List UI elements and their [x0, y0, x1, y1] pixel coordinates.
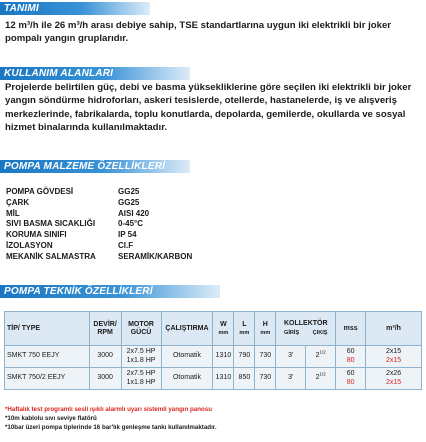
- technical-table: [4, 311, 422, 390]
- header-outlet: ÇIKIŞ: [312, 330, 328, 336]
- cell-rpm: 3000: [89, 346, 121, 368]
- material-label: MİL: [6, 208, 20, 218]
- cell-inlet: 3': [276, 368, 306, 390]
- material-value: SERAMİK/KARBON: [118, 251, 193, 261]
- cell-start: Otomatik: [161, 368, 213, 390]
- header-w: [213, 312, 234, 346]
- material-label: ÇARK: [6, 197, 30, 207]
- definition-header: TANIMI: [0, 2, 150, 15]
- header-w-label: W: [220, 320, 227, 328]
- header-collector: [276, 312, 336, 346]
- materials-header: POMPA MALZEME ÖZELLİKLERİ: [0, 160, 190, 173]
- material-value: GG25: [118, 187, 140, 196]
- material-value: GG25: [118, 197, 140, 207]
- material-label: SIVI BASMA SICAKLIĞI: [6, 219, 96, 229]
- footnote: *Haftalık test programlı sesli ışıklı alarmlı uyarı sistemli yangın panosu: [5, 406, 213, 413]
- cell-motor-main: 2x7.5 HP: [126, 348, 156, 355]
- cell-inlet: 3': [276, 346, 306, 368]
- cell-mss-1: 60: [346, 348, 355, 355]
- header-mss: mss: [336, 312, 366, 346]
- material-label: İZOLASYON: [6, 240, 53, 250]
- material-label: POMPA GÖVDESİ: [6, 187, 74, 196]
- material-row: [6, 219, 266, 230]
- material-row: [6, 230, 266, 241]
- cell-outlet: [306, 368, 336, 390]
- usage-header: KULLANIM ALANLARI: [0, 67, 190, 80]
- header-h-label: H: [262, 320, 268, 328]
- header-l-unit: mm: [239, 329, 250, 336]
- header-inlet: GİRİŞ: [283, 330, 300, 336]
- header-l-label: L: [242, 320, 247, 328]
- material-row: [6, 187, 266, 198]
- material-value: CI.F: [118, 240, 134, 250]
- cell-rpm: 3000: [89, 368, 121, 390]
- cell-h: 730: [255, 368, 276, 390]
- cell-outlet-main: 2: [315, 374, 320, 382]
- header-motor: MOTOR GÜCÜ: [121, 312, 161, 346]
- materials-list: [6, 187, 266, 263]
- footnote: *10m kablolu sıvı seviye flatörü: [5, 415, 97, 423]
- material-row: [6, 198, 266, 209]
- usage-text: Projelerde belirtilen güç, debi ve basma yüksekliklerine göre seçilen iki elektrikli bir joker yangın söndürme hidroforları, askeri tesislerde, otellerde, hastanelerde, iş ve alışveriş merkezlerinde, fabrikalarda, toplu konutlarda, depolarda, gemilerde, okullarda ve sosyal hizmet binalarında kullanılmaktadır.: [5, 82, 412, 134]
- table-header-row: [5, 312, 422, 346]
- header-l: [234, 312, 255, 346]
- cell-type: SMKT 750/2 EEJY: [5, 368, 90, 390]
- material-row: [6, 241, 266, 252]
- header-w-unit: mm: [218, 329, 229, 336]
- cell-h: 730: [255, 346, 276, 368]
- cell-outlet-main: 2: [315, 352, 320, 360]
- cell-type: SMKT 750 EEJY: [5, 346, 90, 368]
- cell-l: 790: [234, 346, 255, 368]
- header-rpm: DEVİR/ RPM: [89, 312, 121, 346]
- header-collector-label: KOLLEKTÖR: [283, 320, 328, 327]
- cell-motor: [121, 368, 161, 390]
- header-h-unit: mm: [260, 329, 271, 336]
- cell-motor-joker: 1x1.8 HP: [126, 356, 156, 364]
- cell-outlet: [306, 346, 336, 368]
- table-row: [5, 368, 422, 390]
- cell-flow-2: 2x15: [385, 356, 402, 364]
- cell-flow: [366, 368, 422, 390]
- cell-outlet-frac: 1/2: [319, 349, 326, 355]
- material-label: KORUMA SINIFI: [6, 230, 67, 240]
- cell-start: Otomatik: [161, 346, 213, 368]
- cell-mss-2: 80: [346, 378, 355, 386]
- material-row: [6, 209, 266, 220]
- footnote: *10bar üzeri pompa tiplerinde 16 bar'lık genleşme tankı kullanılmaktadır.: [5, 424, 217, 432]
- cell-mss-1: 60: [346, 370, 355, 377]
- header-collector-sub: [277, 329, 334, 337]
- cell-w: 1310: [213, 368, 234, 390]
- cell-mss: [336, 346, 366, 368]
- material-row: [6, 252, 266, 263]
- cell-l: 850: [234, 368, 255, 390]
- cell-mss: [336, 368, 366, 390]
- technical-header: POMPA TEKNİK ÖZELLİKLERİ: [0, 285, 220, 298]
- cell-motor: [121, 346, 161, 368]
- cell-mss-2: 80: [346, 356, 355, 364]
- cell-w: 1310: [213, 346, 234, 368]
- cell-flow-1: 2x26: [385, 370, 402, 377]
- cell-outlet-frac: 1/2: [319, 371, 326, 377]
- header-h: [255, 312, 276, 346]
- cell-flow: [366, 346, 422, 368]
- header-flow: m³/h: [366, 312, 422, 346]
- header-start: ÇALIŞTIRMA: [161, 312, 213, 346]
- table-row: [5, 346, 422, 368]
- material-value: 0-45°C: [118, 219, 143, 229]
- cell-motor-main: 2x7.5 HP: [126, 370, 156, 377]
- definition-text: 12 m³/h ile 26 m³/h arası debiye sahip, TSE standartlarına uygun iki elektrikli bir joker pompalı yangın gruplarıdır.: [5, 20, 392, 45]
- cell-motor-joker: 1x1.8 HP: [126, 378, 156, 386]
- material-value: AISI 420: [118, 208, 150, 218]
- header-type: TİP/ TYPE: [5, 312, 90, 346]
- material-value: IP 54: [118, 230, 137, 240]
- cell-flow-2: 2x15: [385, 378, 402, 386]
- cell-flow-1: 2x15: [385, 348, 402, 355]
- footnotes: [5, 405, 423, 433]
- material-label: MEKANİK SALMASTRA: [6, 251, 96, 261]
